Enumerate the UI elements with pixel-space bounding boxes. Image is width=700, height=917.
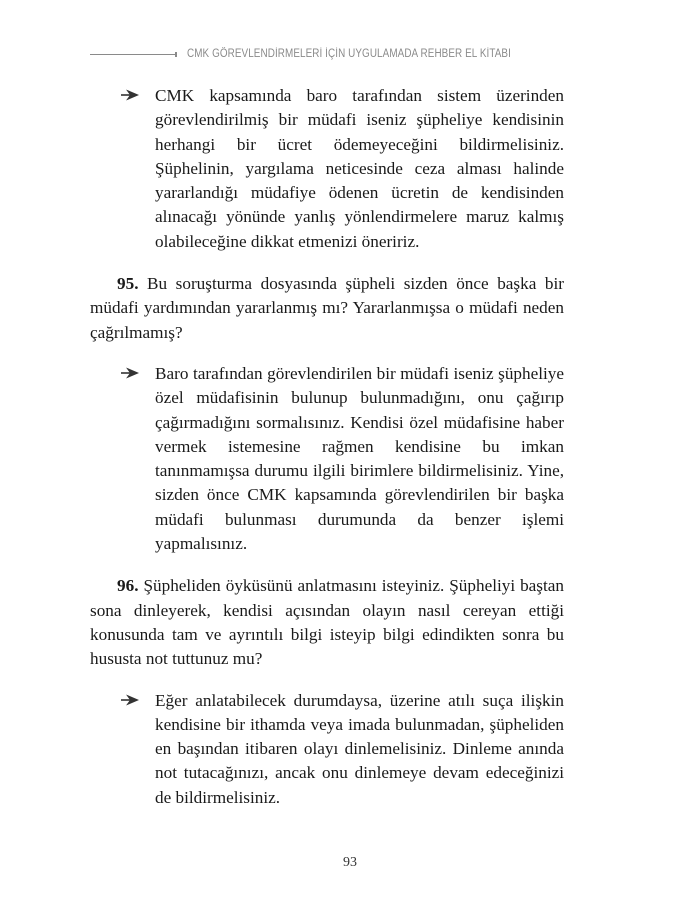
- question-number: 95.: [117, 274, 139, 294]
- question-text: Şüpheliden öyküsünü anlatmasını isteyiniz. Şüpheliyi baştan sona dinleyerek, kendisi açısından olayın nasıl cereyan ettiği konusunda tam ve ayrıntılı bilgi isteyip bilgi edindikten sonra bu hususta not tuttunuz mu?: [90, 576, 564, 669]
- bullet-item: [90, 689, 564, 810]
- page-body: [90, 84, 564, 810]
- question-text: Bu soruşturma dosyasında şüpheli sizden önce başka bir müdafi yardımından yararlanmış mı? Yararlanmışsa o müdafi neden çağrılmamış?: [90, 274, 564, 342]
- arrow-right-icon: [120, 693, 140, 707]
- bullet-text: Baro tarafından görevlendirilen bir müdafi iseniz şüpheliye özel müdafisinin bulunup bulunmadığını, onu çağırıp çağırmadığını sormalısınız. Kendisi özel müdafisine haber vermek istemesine rağmen kendisine bu imkan tanınmamışsa durumu ilgili birimlere bildirmelisiniz. Yine, sizden önce CMK kapsamında görevlendirilen bir başka müdafi bulunması durumunda da benzer işlemi yapmalısınız.: [155, 363, 564, 554]
- question-95: [90, 272, 564, 345]
- bullet-text: CMK kapsamında baro tarafından sistem üzerinden görevlendirilmiş bir müdafi iseniz şüpheliye kendisinin herhangi bir ücret ödemeyeceğini bildirmelisiniz. Şüphelinin, yargılama neticesinde ceza alması halinde yararlandığı müdafiye ödenen ücretin de kendisinden alınacağı yönünde yanlış yönlendirmelere maruz kalmış olabileceğine dikkat etmenizi öneririz.: [155, 86, 564, 251]
- bullet-text: Eğer anlatabilecek durumdaysa, üzerine atılı suça ilişkin kendisine bir ithamda veya imada bulunmadan, şüpheliden en başından itibaren olayı dinlemelisiniz. Dinleme anında not tutacağınızı, ancak onu dinlemeye devam edeceğinizi de bildirmelisiniz.: [155, 690, 564, 807]
- arrow-right-icon: [120, 88, 140, 102]
- running-header: [90, 44, 564, 64]
- bullet-item: [90, 362, 564, 556]
- running-title: CMK GÖREVLENDİRMELERİ İÇİN UYGULAMADA REHBER EL KİTABI: [187, 48, 512, 60]
- question-number: 96.: [117, 576, 139, 596]
- arrow-right-icon: [120, 366, 140, 380]
- page-number: 93: [343, 855, 357, 870]
- question-96: [90, 574, 564, 671]
- bullet-item: [90, 84, 564, 254]
- header-square-marker: [175, 52, 178, 57]
- header-rule: [90, 54, 175, 55]
